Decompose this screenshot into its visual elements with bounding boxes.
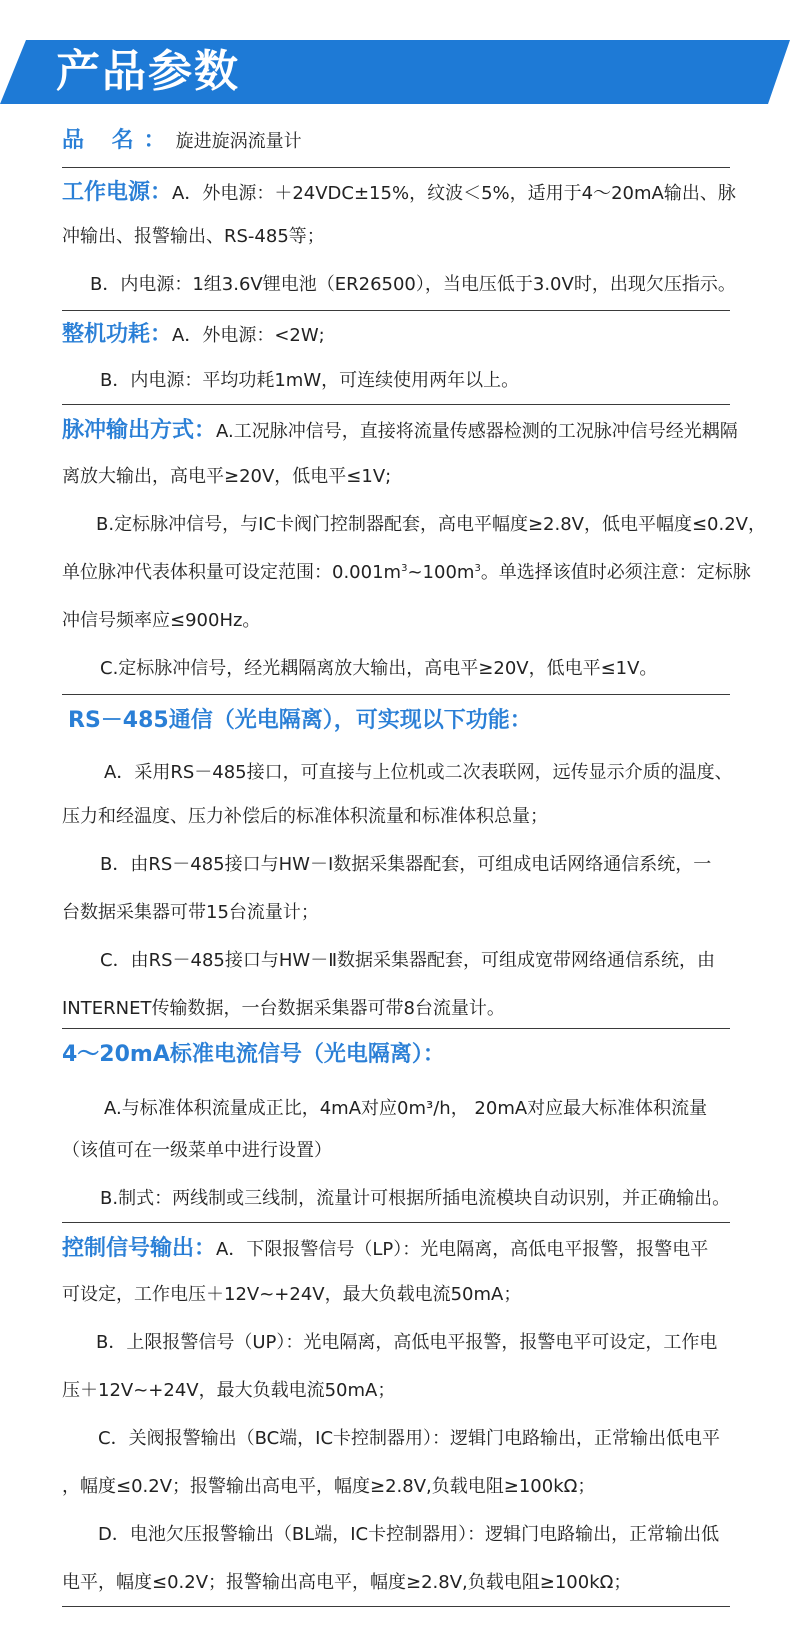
control-output-label: 控制信号输出：	[62, 1236, 217, 1261]
power-consumption-row-1	[62, 322, 742, 349]
rs485-line-3: B．由RS－485接口与HW－Ⅰ数据采集器配套，可组成电话网络通信系统，一	[100, 854, 712, 875]
control-output-row-1	[62, 1236, 742, 1263]
pulse-output-line-4c: 。单选择该值时必须注意：定标脉	[480, 562, 751, 583]
power-consumption-line-1: A．外电源：<2W;	[172, 325, 325, 346]
current-signal-line-1: A.与标准体积流量成正比，4mA对应0m³/h， 20mA对应最大标准体积流量	[104, 1098, 708, 1119]
rs485-line-4: 台数据采集器可带15台流量计；	[62, 902, 319, 923]
power-supply-line-1: A．外电源：＋24VDC±15%，纹波＜5%，适用于4～20mA输出、脉	[172, 183, 736, 204]
product-name-value: 旋进旋涡流量计	[175, 131, 302, 152]
current-signal-heading: 4～20mA标准电流信号（光电隔离）：	[62, 1042, 445, 1067]
superscript-3: 3	[474, 563, 481, 574]
control-output-line-4: 压＋12V~+24V，最大负载电流50mA；	[62, 1380, 396, 1401]
rs485-line-5: C．由RS－485接口与HW－Ⅱ数据采集器配套，可组成宽带网络通信系统，由	[100, 950, 716, 971]
power-supply-row-1	[62, 180, 742, 207]
power-supply-label: 工作电源：	[62, 180, 173, 205]
rs485-line-2: 压力和经温度、压力补偿后的标准体积流量和标准体积总量；	[62, 806, 548, 827]
rs485-line-1: A．采用RS－485接口，可直接与上位机或二次表联网，远传显示介质的温度、	[104, 762, 733, 783]
control-output-line-5: C．关阀报警输出（BC端，IC卡控制器用）：逻辑门电路输出，正常输出低电平	[98, 1428, 721, 1449]
section-banner	[0, 40, 790, 104]
divider	[62, 1028, 730, 1029]
control-output-line-1: A．下限报警信号（LP）：光电隔离，高低电平报警，报警电平	[216, 1239, 709, 1260]
control-output-line-8: 电平，幅度≤0.2V；报警输出高电平，幅度≥2.8V,负载电阻≥100kΩ；	[62, 1572, 632, 1593]
pulse-output-line-1: A.工况脉冲信号，直接将流量传感器检测的工况脉冲信号经光耦隔	[216, 421, 738, 442]
control-output-line-7: D．电池欠压报警输出（BL端，IC卡控制器用）：逻辑门电路输出，正常输出低	[98, 1524, 720, 1545]
divider	[62, 404, 730, 405]
divider	[62, 310, 730, 311]
power-supply-line-3: B．内电源：1组3.6V锂电池（ER26500），当电压低于3.0V时，出现欠压指示。	[90, 274, 736, 295]
divider	[62, 1606, 730, 1607]
control-output-line-3: B．上限报警信号（UP）：光电隔离，高低电平报警，报警电平可设定，工作电	[96, 1332, 718, 1353]
rs485-heading: RS－485通信（光电隔离），可实现以下功能：	[68, 708, 532, 733]
pulse-output-label: 脉冲输出方式：	[62, 418, 217, 443]
current-signal-line-3: B.制式：两线制或三线制，流量计可根据所插电流模块自动识别，并正确输出。	[100, 1188, 731, 1209]
pulse-output-line-6: C.定标脉冲信号，经光耦隔离放大输出，高电平≥20V，低电平≤1V。	[100, 658, 658, 679]
rs485-line-6: INTERNET传输数据，一台数据采集器可带8台流量计。	[62, 998, 505, 1019]
current-signal-line-2: （该值可在一级菜单中进行设置）	[62, 1140, 332, 1161]
divider	[62, 167, 730, 168]
pulse-output-row-1	[62, 418, 742, 445]
control-output-line-6: ，幅度≤0.2V；报警输出高电平，幅度≥2.8V,负载电阻≥100kΩ；	[62, 1476, 596, 1497]
product-name-row	[62, 128, 742, 155]
product-name-label: 品 名：	[62, 128, 176, 153]
pulse-output-line-3: B.定标脉冲信号，与IC卡阀门控制器配套，高电平幅度≥2.8V，低电平幅度≤0.2V，	[96, 514, 766, 535]
divider	[62, 694, 730, 695]
banner-title: 产品参数	[56, 46, 240, 97]
superscript-3: 3	[401, 563, 408, 574]
control-output-line-2: 可设定，工作电压＋12V~+24V，最大负载电流50mA；	[62, 1284, 522, 1305]
pulse-output-line-5: 冲信号频率应≤900Hz。	[62, 610, 261, 631]
power-consumption-label: 整机功耗：	[62, 322, 173, 347]
power-consumption-line-2: B．内电源：平均功耗1mW，可连续使用两年以上。	[100, 370, 520, 391]
pulse-output-line-4b: ~100m	[407, 562, 475, 583]
pulse-output-line-4	[62, 560, 751, 586]
pulse-output-line-2: 离放大输出，高电平≥20V，低电平≤1V;	[62, 466, 392, 487]
pulse-output-line-4a: 单位脉冲代表体积量可设定范围：0.001m	[62, 562, 402, 583]
power-supply-line-2: 冲输出、报警输出、RS-485等；	[62, 226, 325, 247]
divider	[62, 1222, 730, 1223]
